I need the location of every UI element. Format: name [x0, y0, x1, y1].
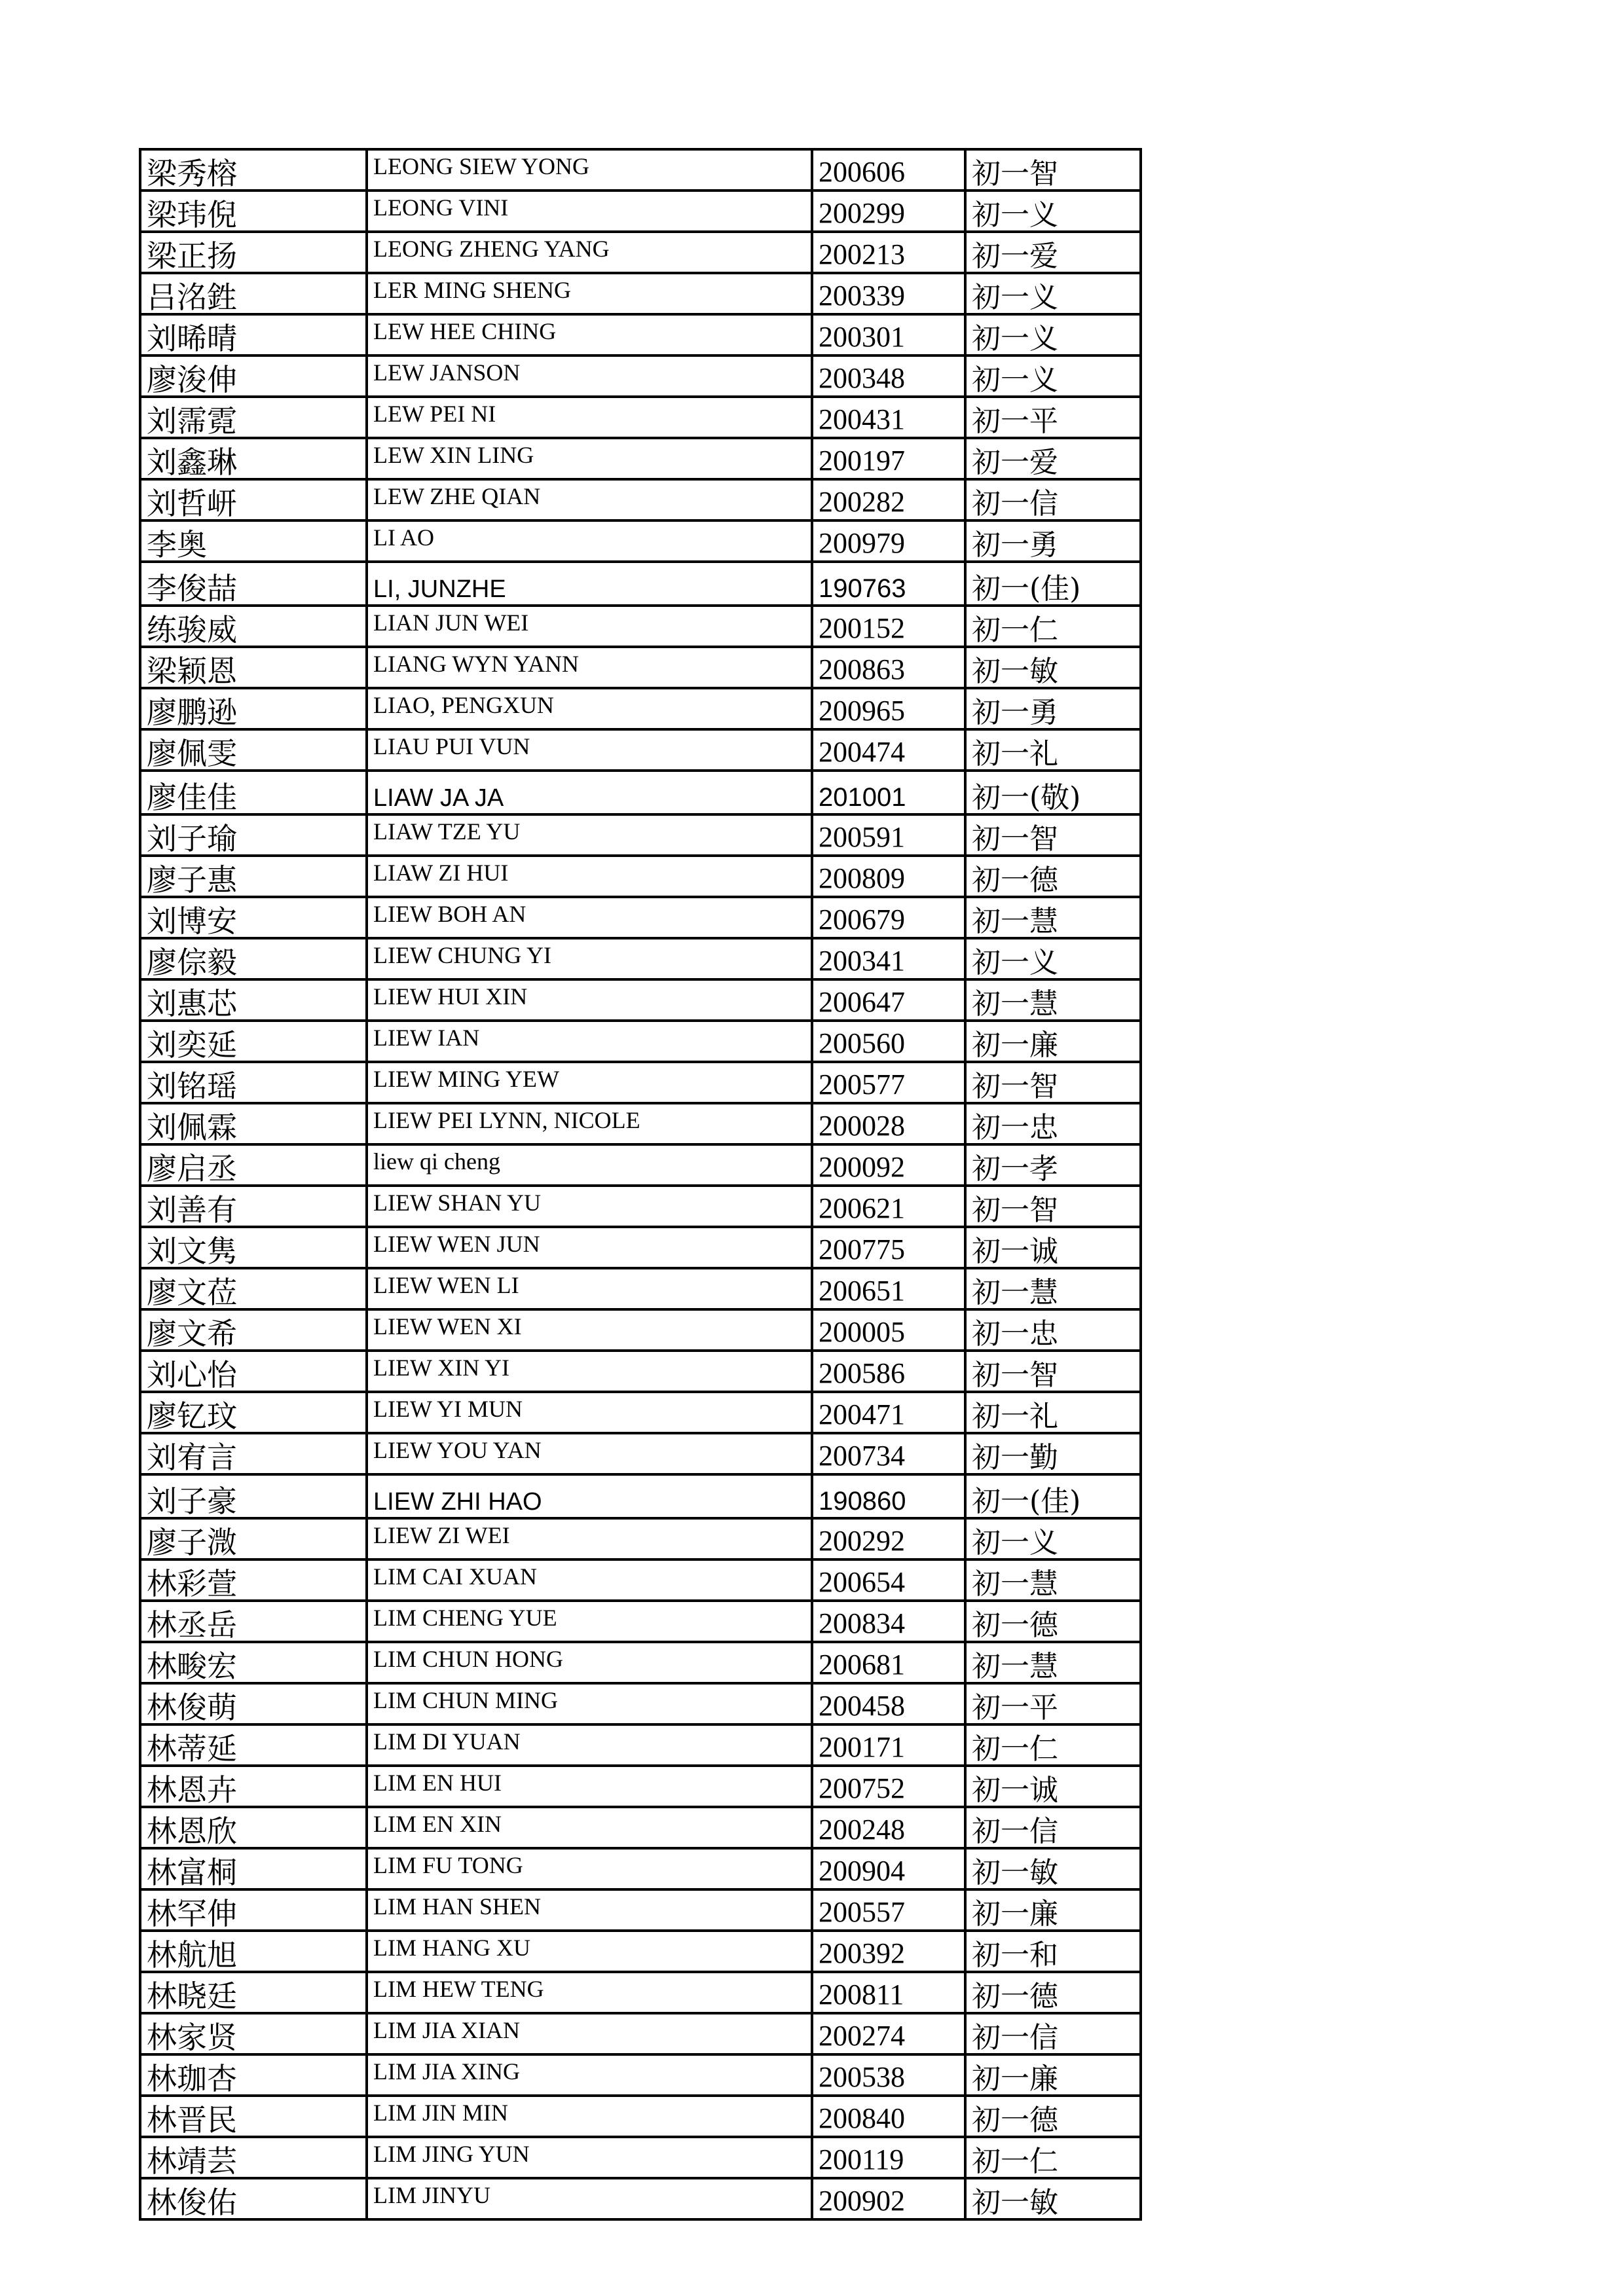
class-cell: 初一智: [965, 1351, 1141, 1392]
student-id-cell: 200863: [812, 647, 965, 688]
chinese-name-cell: 林靖芸: [140, 2137, 367, 2178]
class-cell: 初一勤: [965, 1433, 1141, 1474]
table-row: [140, 438, 1141, 479]
student-id-cell: 200431: [812, 397, 965, 438]
class-cell: 初一(佳): [965, 1474, 1141, 1518]
chinese-name-cell: 刘子豪: [140, 1474, 367, 1518]
student-id-cell: 200213: [812, 232, 965, 273]
table-row: [140, 1144, 1141, 1186]
chinese-name-cell: 李俊喆: [140, 562, 367, 606]
class-cell: 初一德: [965, 856, 1141, 897]
table-row: [140, 562, 1141, 606]
student-id-cell: 201001: [812, 771, 965, 814]
student-roster-table: [139, 148, 1142, 2221]
class-cell: 初一仁: [965, 1724, 1141, 1766]
chinese-name-cell: 廖子溦: [140, 1518, 367, 1559]
english-name-cell: LIAW ZI HUI: [367, 856, 812, 897]
chinese-name-cell: 刘文隽: [140, 1227, 367, 1268]
table-row: [140, 1683, 1141, 1724]
class-cell: 初一礼: [965, 729, 1141, 771]
english-name-cell: LIEW YI MUN: [367, 1392, 812, 1433]
class-cell: 初一信: [965, 1807, 1141, 1848]
chinese-name-cell: 廖启丞: [140, 1144, 367, 1186]
table-row: [140, 1931, 1141, 1972]
student-id-cell: 200679: [812, 897, 965, 938]
english-name-cell: LIAW JA JA: [367, 771, 812, 814]
chinese-name-cell: 廖子惠: [140, 856, 367, 897]
student-id-cell: 200282: [812, 479, 965, 520]
chinese-name-cell: 廖文希: [140, 1309, 367, 1351]
student-id-cell: 200028: [812, 1103, 965, 1144]
chinese-name-cell: 林晓廷: [140, 1972, 367, 2013]
student-id-cell: 200301: [812, 314, 965, 355]
student-id-cell: 200577: [812, 1062, 965, 1103]
english-name-cell: LIEW WEN JUN: [367, 1227, 812, 1268]
class-cell: 初一义: [965, 938, 1141, 979]
chinese-name-cell: 刘晞晴: [140, 314, 367, 355]
chinese-name-cell: 刘惠芯: [140, 979, 367, 1021]
table-row: [140, 729, 1141, 771]
student-id-cell: 200606: [812, 149, 965, 191]
table-row: [140, 1601, 1141, 1642]
table-row: [140, 897, 1141, 938]
chinese-name-cell: 林罕伸: [140, 1889, 367, 1931]
class-cell: 初一德: [965, 1601, 1141, 1642]
english-name-cell: LIEW PEI LYNN, NICOLE: [367, 1103, 812, 1144]
table-row: [140, 355, 1141, 397]
class-cell: 初一义: [965, 191, 1141, 232]
class-cell: 初一慧: [965, 1268, 1141, 1309]
english-name-cell: LEONG VINI: [367, 191, 812, 232]
english-name-cell: LI, JUNZHE: [367, 562, 812, 606]
english-name-cell: LIAN JUN WEI: [367, 606, 812, 647]
student-id-cell: 200591: [812, 814, 965, 856]
english-name-cell: LIM CHUN HONG: [367, 1642, 812, 1683]
student-id-cell: 200341: [812, 938, 965, 979]
class-cell: 初一和: [965, 1931, 1141, 1972]
chinese-name-cell: 廖鹏逊: [140, 688, 367, 729]
table-row: [140, 856, 1141, 897]
table-row: [140, 688, 1141, 729]
class-cell: 初一忠: [965, 1103, 1141, 1144]
table-row: [140, 2096, 1141, 2137]
english-name-cell: LIANG WYN YANN: [367, 647, 812, 688]
english-name-cell: LIM HANG XU: [367, 1931, 812, 1972]
table-row: [140, 1474, 1141, 1518]
class-cell: 初一义: [965, 1518, 1141, 1559]
english-name-cell: LI AO: [367, 520, 812, 562]
student-id-cell: 200171: [812, 1724, 965, 1766]
class-cell: 初一平: [965, 1683, 1141, 1724]
student-id-cell: 200092: [812, 1144, 965, 1186]
table-row: [140, 2013, 1141, 2054]
chinese-name-cell: 刘奕延: [140, 1021, 367, 1062]
student-id-cell: 200005: [812, 1309, 965, 1351]
english-name-cell: LIM JIA XING: [367, 2054, 812, 2096]
chinese-name-cell: 林俊佑: [140, 2178, 367, 2219]
english-name-cell: LIEW ZHI HAO: [367, 1474, 812, 1518]
chinese-name-cell: 廖文莅: [140, 1268, 367, 1309]
english-name-cell: LIEW SHAN YU: [367, 1186, 812, 1227]
chinese-name-cell: 刘霈霓: [140, 397, 367, 438]
english-name-cell: LIAO, PENGXUN: [367, 688, 812, 729]
student-id-cell: 200979: [812, 520, 965, 562]
chinese-name-cell: 林蒂延: [140, 1724, 367, 1766]
chinese-name-cell: 刘博安: [140, 897, 367, 938]
class-cell: 初一慧: [965, 1642, 1141, 1683]
chinese-name-cell: 刘鑫琳: [140, 438, 367, 479]
student-id-cell: 200834: [812, 1601, 965, 1642]
student-id-cell: 200840: [812, 2096, 965, 2137]
student-id-cell: 200654: [812, 1559, 965, 1601]
table-row: [140, 1889, 1141, 1931]
english-name-cell: LEONG ZHENG YANG: [367, 232, 812, 273]
table-row: [140, 1186, 1141, 1227]
student-id-cell: 200681: [812, 1642, 965, 1683]
chinese-name-cell: 林家贤: [140, 2013, 367, 2054]
chinese-name-cell: 吕洺鉎: [140, 273, 367, 314]
table-row: [140, 314, 1141, 355]
table-row: [140, 2178, 1141, 2219]
student-id-cell: 200299: [812, 191, 965, 232]
english-name-cell: LIEW YOU YAN: [367, 1433, 812, 1474]
english-name-cell: LEW JANSON: [367, 355, 812, 397]
chinese-name-cell: 梁正扬: [140, 232, 367, 273]
english-name-cell: LIEW CHUNG YI: [367, 938, 812, 979]
class-cell: 初一敏: [965, 1848, 1141, 1889]
table-row: [140, 273, 1141, 314]
student-id-cell: 200248: [812, 1807, 965, 1848]
student-id-cell: 200348: [812, 355, 965, 397]
table-row: [140, 1518, 1141, 1559]
class-cell: 初一智: [965, 1186, 1141, 1227]
class-cell: 初一智: [965, 1062, 1141, 1103]
english-name-cell: LIM FU TONG: [367, 1848, 812, 1889]
class-cell: 初一敏: [965, 647, 1141, 688]
student-id-cell: 200586: [812, 1351, 965, 1392]
student-id-cell: 200734: [812, 1433, 965, 1474]
chinese-name-cell: 林畯宏: [140, 1642, 367, 1683]
class-cell: 初一慧: [965, 979, 1141, 1021]
chinese-name-cell: 刘佩霖: [140, 1103, 367, 1144]
english-name-cell: LIEW XIN YI: [367, 1351, 812, 1392]
class-cell: 初一爱: [965, 438, 1141, 479]
table-row: [140, 232, 1141, 273]
student-id-cell: 200458: [812, 1683, 965, 1724]
chinese-name-cell: 梁秀榕: [140, 149, 367, 191]
english-name-cell: LIM JIN MIN: [367, 2096, 812, 2137]
chinese-name-cell: 李奥: [140, 520, 367, 562]
english-name-cell: LIM EN XIN: [367, 1807, 812, 1848]
table-row: [140, 479, 1141, 520]
english-name-cell: LIM CAI XUAN: [367, 1559, 812, 1601]
class-cell: 初一(敬): [965, 771, 1141, 814]
table-row: [140, 1724, 1141, 1766]
english-name-cell: LIM JINYU: [367, 2178, 812, 2219]
table-row: [140, 814, 1141, 856]
class-cell: 初一智: [965, 814, 1141, 856]
chinese-name-cell: 廖钇玟: [140, 1392, 367, 1433]
english-name-cell: LIAU PUI VUN: [367, 729, 812, 771]
student-id-cell: 200647: [812, 979, 965, 1021]
student-id-cell: 200902: [812, 2178, 965, 2219]
english-name-cell: LEW XIN LING: [367, 438, 812, 479]
table-row: [140, 1227, 1141, 1268]
table-row: [140, 979, 1141, 1021]
class-cell: 初一诚: [965, 1766, 1141, 1807]
student-id-cell: 200471: [812, 1392, 965, 1433]
table-row: [140, 520, 1141, 562]
chinese-name-cell: 刘宥言: [140, 1433, 367, 1474]
chinese-name-cell: 廖浚伸: [140, 355, 367, 397]
student-id-cell: 200809: [812, 856, 965, 897]
student-id-cell: 200557: [812, 1889, 965, 1931]
english-name-cell: LIEW WEN LI: [367, 1268, 812, 1309]
student-id-cell: 200775: [812, 1227, 965, 1268]
class-cell: 初一忠: [965, 1309, 1141, 1351]
student-id-cell: 190763: [812, 562, 965, 606]
class-cell: 初一廉: [965, 2054, 1141, 2096]
table-row: [140, 1642, 1141, 1683]
class-cell: 初一慧: [965, 897, 1141, 938]
student-id-cell: 200651: [812, 1268, 965, 1309]
chinese-name-cell: 练骏威: [140, 606, 367, 647]
table-row: [140, 191, 1141, 232]
table-row: [140, 1433, 1141, 1474]
student-id-cell: 200392: [812, 1931, 965, 1972]
class-cell: 初一义: [965, 355, 1141, 397]
english-name-cell: LIM CHUN MING: [367, 1683, 812, 1724]
chinese-name-cell: 刘哲岍: [140, 479, 367, 520]
student-id-cell: 200339: [812, 273, 965, 314]
student-id-cell: 200904: [812, 1848, 965, 1889]
table-row: [140, 771, 1141, 814]
table-row: [140, 1392, 1141, 1433]
class-cell: 初一礼: [965, 1392, 1141, 1433]
chinese-name-cell: 刘善有: [140, 1186, 367, 1227]
chinese-name-cell: 林恩欣: [140, 1807, 367, 1848]
english-name-cell: LIM CHENG YUE: [367, 1601, 812, 1642]
chinese-name-cell: 梁玮倪: [140, 191, 367, 232]
chinese-name-cell: 林航旭: [140, 1931, 367, 1972]
student-id-cell: 200274: [812, 2013, 965, 2054]
class-cell: 初一德: [965, 1972, 1141, 2013]
table-row: [140, 2137, 1141, 2178]
chinese-name-cell: 林俊萌: [140, 1683, 367, 1724]
table-row: [140, 149, 1141, 191]
table-row: [140, 606, 1141, 647]
english-name-cell: LIM HAN SHEN: [367, 1889, 812, 1931]
english-name-cell: LEW HEE CHING: [367, 314, 812, 355]
class-cell: 初一德: [965, 2096, 1141, 2137]
table-row: [140, 1766, 1141, 1807]
chinese-name-cell: 林恩卉: [140, 1766, 367, 1807]
class-cell: 初一廉: [965, 1021, 1141, 1062]
class-cell: 初一勇: [965, 520, 1141, 562]
student-id-cell: 200538: [812, 2054, 965, 2096]
table-row: [140, 1268, 1141, 1309]
student-id-cell: 200197: [812, 438, 965, 479]
table-row: [140, 1021, 1141, 1062]
class-cell: 初一勇: [965, 688, 1141, 729]
class-cell: 初一敏: [965, 2178, 1141, 2219]
english-name-cell: LIM HEW TENG: [367, 1972, 812, 2013]
class-cell: 初一义: [965, 314, 1141, 355]
english-name-cell: LEONG SIEW YONG: [367, 149, 812, 191]
table-row: [140, 2054, 1141, 2096]
chinese-name-cell: 林珈杏: [140, 2054, 367, 2096]
chinese-name-cell: 刘心怡: [140, 1351, 367, 1392]
class-cell: 初一仁: [965, 606, 1141, 647]
student-id-cell: 200811: [812, 1972, 965, 2013]
english-name-cell: LIM JIA XIAN: [367, 2013, 812, 2054]
class-cell: 初一智: [965, 149, 1141, 191]
english-name-cell: LEW ZHE QIAN: [367, 479, 812, 520]
chinese-name-cell: 廖倧毅: [140, 938, 367, 979]
chinese-name-cell: 梁颖恩: [140, 647, 367, 688]
student-id-cell: 200292: [812, 1518, 965, 1559]
table-row: [140, 1103, 1141, 1144]
table-row: [140, 1848, 1141, 1889]
table-row: [140, 1062, 1141, 1103]
english-name-cell: LEW PEI NI: [367, 397, 812, 438]
student-id-cell: 200474: [812, 729, 965, 771]
english-name-cell: LIEW ZI WEI: [367, 1518, 812, 1559]
english-name-cell: LIEW WEN XI: [367, 1309, 812, 1351]
english-name-cell: LIAW TZE YU: [367, 814, 812, 856]
chinese-name-cell: 刘铭瑶: [140, 1062, 367, 1103]
student-id-cell: 200119: [812, 2137, 965, 2178]
table-row: [140, 1807, 1141, 1848]
chinese-name-cell: 林富桐: [140, 1848, 367, 1889]
english-name-cell: LIEW BOH AN: [367, 897, 812, 938]
class-cell: 初一平: [965, 397, 1141, 438]
class-cell: 初一(佳): [965, 562, 1141, 606]
english-name-cell: liew qi cheng: [367, 1144, 812, 1186]
table-row: [140, 1972, 1141, 2013]
english-name-cell: LIM EN HUI: [367, 1766, 812, 1807]
student-id-cell: 190860: [812, 1474, 965, 1518]
english-name-cell: LIEW IAN: [367, 1021, 812, 1062]
english-name-cell: LIEW MING YEW: [367, 1062, 812, 1103]
class-cell: 初一廉: [965, 1889, 1141, 1931]
table-row: [140, 1309, 1141, 1351]
chinese-name-cell: 林彩萱: [140, 1559, 367, 1601]
student-id-cell: 200752: [812, 1766, 965, 1807]
chinese-name-cell: 刘子瑜: [140, 814, 367, 856]
table-row: [140, 1351, 1141, 1392]
english-name-cell: LIEW HUI XIN: [367, 979, 812, 1021]
class-cell: 初一义: [965, 273, 1141, 314]
class-cell: 初一信: [965, 479, 1141, 520]
student-id-cell: 200965: [812, 688, 965, 729]
chinese-name-cell: 林晋民: [140, 2096, 367, 2137]
table-row: [140, 397, 1141, 438]
class-cell: 初一慧: [965, 1559, 1141, 1601]
chinese-name-cell: 廖佳佳: [140, 771, 367, 814]
class-cell: 初一仁: [965, 2137, 1141, 2178]
student-id-cell: 200560: [812, 1021, 965, 1062]
student-id-cell: 200621: [812, 1186, 965, 1227]
class-cell: 初一信: [965, 2013, 1141, 2054]
table-row: [140, 647, 1141, 688]
chinese-name-cell: 廖佩雯: [140, 729, 367, 771]
table-row: [140, 938, 1141, 979]
chinese-name-cell: 林丞岳: [140, 1601, 367, 1642]
student-id-cell: 200152: [812, 606, 965, 647]
roster-body: [140, 149, 1141, 2219]
class-cell: 初一爱: [965, 232, 1141, 273]
english-name-cell: LER MING SHENG: [367, 273, 812, 314]
english-name-cell: LIM JING YUN: [367, 2137, 812, 2178]
class-cell: 初一孝: [965, 1144, 1141, 1186]
english-name-cell: LIM DI YUAN: [367, 1724, 812, 1766]
table-row: [140, 1559, 1141, 1601]
class-cell: 初一诚: [965, 1227, 1141, 1268]
